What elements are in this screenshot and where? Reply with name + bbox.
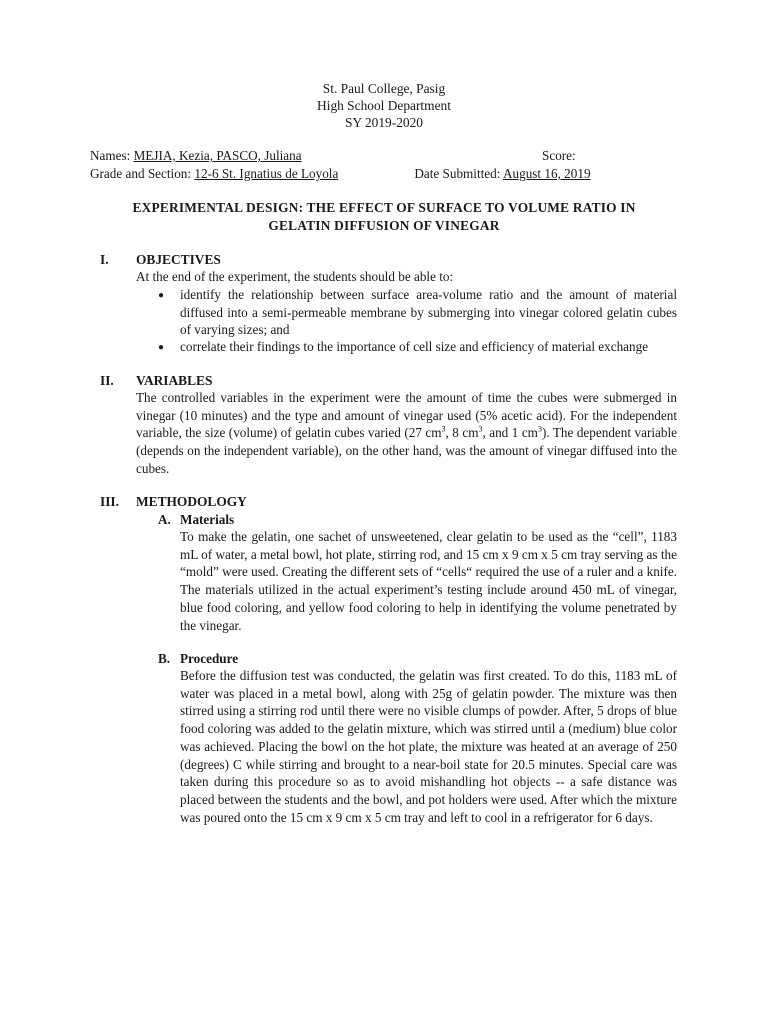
date-value: August 16, 2019 xyxy=(502,166,591,181)
score-label: Score: xyxy=(542,148,576,163)
bullet-dot-2: ● xyxy=(158,342,165,353)
procedure-paragraph: Before the diffusion test was conducted, the gelatin was first created. To do this, 1183 mL of water was placed in a metal bowl, along with 25g of gelatin powder. The mixture was then stirred using a stirring rod until there were no visible clumps of powder. After, 5 drops of blue food coloring was added to the gelatin mixture, which was stirred until a (medium) blue color was achieved. Placing the bowl on the hot plate, the mixture was heated at an average of 250 (degrees) C while stirring and brought to a near-boil state for 20.5 minutes. Special care was taken during this procedure so as to avoid mishandling hot objects -- a safe distance was placed between the students and the bowl, and pot holders were used. After which the mixture was poured onto the 15 cm x 9 cm x 5 cm tray and left to cool in a refrigerator for 6 days. xyxy=(180,668,677,825)
title-line-2: GELATIN DIFFUSION OF VINEGAR xyxy=(268,218,500,233)
date-label: Date Submitted: xyxy=(414,166,501,181)
names-row xyxy=(90,148,420,164)
section-2-number: II. xyxy=(100,373,114,388)
procedure-letter: B. xyxy=(158,651,171,666)
materials-heading: Materials xyxy=(180,512,235,527)
materials-paragraph: To make the gelatin, one sachet of unsweetened, clear gelatin to be used as the “cell”, 1183 mL of water, a metal bowl, hot plate, stirring rod, and 15 cm x 9 cm x 5 cm tray serving as the “mold” were used. Creating the different sets of “cells“ required the use of a ruler and a knife. The materials utilized in the actual experiment’s testing include around 450 mL of vinegar, blue food coloring, and yellow food coloring to help in identifying the volume penetrated by the vinegar. xyxy=(180,529,677,633)
school-year: SY 2019-2020 xyxy=(345,115,423,130)
objectives-intro: At the end of the experiment, the students should be able to: xyxy=(136,269,454,284)
title-line-1: EXPERIMENTAL DESIGN: THE EFFECT OF SURFACE TO VOLUME RATIO IN xyxy=(132,200,636,215)
procedure-heading: Procedure xyxy=(180,651,239,666)
names-label: Names: xyxy=(90,148,131,163)
section-1-heading: OBJECTIVES xyxy=(136,252,221,267)
grade-row xyxy=(90,166,591,182)
objective-bullet-2: correlate their findings to the importance of cell size and efficiency of material exchange xyxy=(180,339,649,354)
grade-label: Grade and Section: xyxy=(90,166,192,181)
objective-bullet-1: identify the relationship between surface area-volume ratio and the amount of material diffused into a semi-permeable membrane by submerging into vinegar colored gelatin cubes of varying sizes; and xyxy=(180,287,677,338)
school-name: St. Paul College, Pasig xyxy=(322,81,446,96)
section-3-number: III. xyxy=(100,494,119,509)
document-title xyxy=(90,199,678,235)
department-name: High School Department xyxy=(317,98,451,113)
names-value: MEJIA, Kezia, PASCO, Juliana xyxy=(133,148,302,163)
section-3-heading: METHODOLOGY xyxy=(136,494,247,509)
section-1-number: I. xyxy=(100,252,109,267)
variables-paragraph: The controlled variables in the experiment were the amount of time the cubes were submerged in vinegar (10 minutes) and the type and amount of vinegar used (5% acetic acid). For the independent variable, the size (volume) of gelatin cubes varied (27 $cm^3$, 8 $cm^3$, and 1 $cm^3$). The dependent variable (depends on the independent variable), on the other hand, was the amount of vinegar diffused into the cubes. xyxy=(136,390,677,476)
bullet-dot-1: ● xyxy=(158,290,165,301)
section-2-heading: VARIABLES xyxy=(136,373,213,388)
grade-value: 12-6 St. Ignatius de Loyola xyxy=(194,166,339,181)
materials-letter: A. xyxy=(158,512,171,527)
